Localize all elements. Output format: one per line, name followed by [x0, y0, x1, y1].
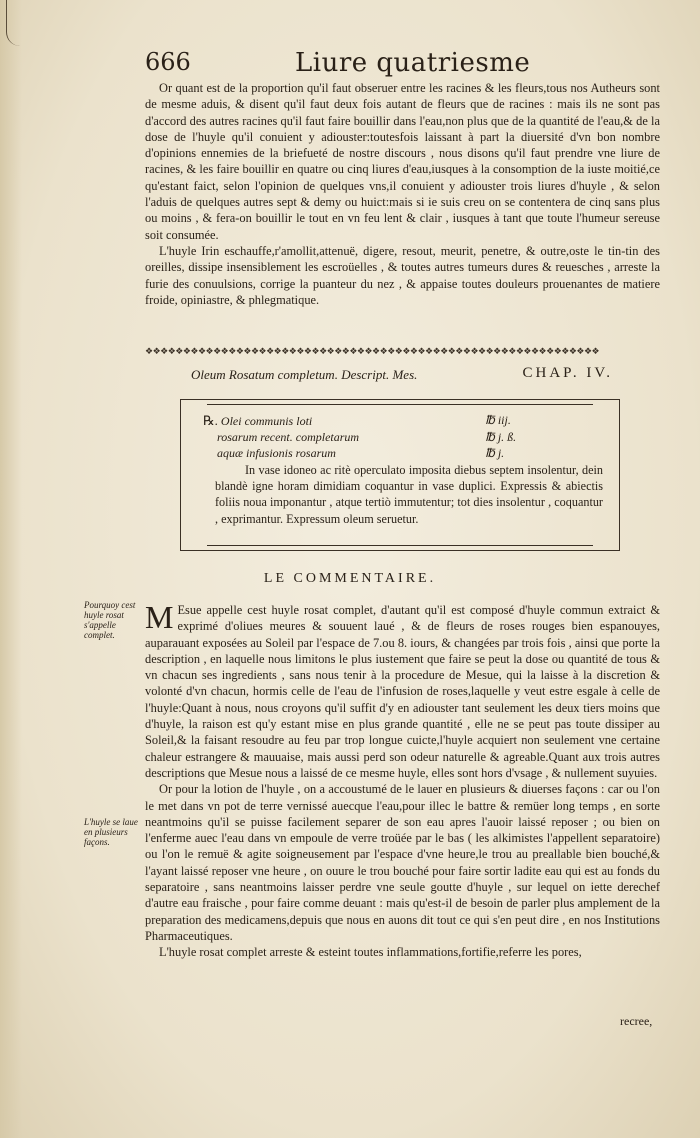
ingredient-line — [203, 413, 583, 429]
top-text-block — [145, 80, 660, 308]
page-edge-curl — [6, 0, 21, 46]
ingredient-line — [217, 430, 597, 446]
paragraph: Or quant est de la proportion qu'il faut obseruer entre les racines & les fleurs,tous nos Autheurs sont de mesme aduis, & disent qu'il faut deux fois autant de fleurs que de racines : mais ils ne sont pas d'accord des autres racines qu'il faut faire bouillir dans l'eau,non plus que de la quantité de l'eau,& de la dose de l'huyle qu'il conuient y adiouster:toutesfois laissant à part la diuersité d'vn bon nombre d'opinions ennemies de la briefueté de nostre discours , nous disons qu'il faut prendre vne liure de racines, & les faire bouillir en quatre ou cinq liures d'eau,iusques à la consomption de la iuste moitié,ce qu'estant faict, selon l'opinion de quelques vns,il conuient y adiouster trois liures d'huyle , & selon l'aduis de quelques autres sept & demy ou huict:mais si ie suis creu on se contentera de cinq sans plus ou moins , & fera-on bouillir le tout en vn feu lent & clair , iusques à tant que toute l'humeur sereuse soit consumée. — [145, 81, 660, 242]
paragraph — [145, 599, 660, 781]
ingredient-quantity: ℔ iij. — [485, 413, 511, 427]
ingredient-line — [217, 446, 597, 462]
margin-note: L'huyle se laue en plusieurs façons. — [84, 817, 138, 847]
ingredient-quantity: ℔ j. ß. — [485, 430, 517, 444]
ingredient-name: aquæ infusionis rosarum — [217, 446, 336, 460]
recipe-box — [180, 399, 620, 551]
recipe-symbol: ℞. — [203, 413, 218, 428]
paragraph: L'huyle Irin eschauffe,r'amollit,attenuë, digere, resout, meurit, penetre, & outre,oste le tin-tin des oreilles, dissipe insensiblement les escroüelles , & toutes autres tumeurs dures & reuesches , arreste la furie des conuulsions, corrige la puanteur du nez , & appaise toutes douleurs prouenantes de matiere froide, opiniastre, & phlegmatique. — [145, 243, 660, 307]
chapter-heading — [145, 364, 655, 386]
running-head — [145, 48, 665, 82]
ornamental-rule: ❖❖❖❖❖❖❖❖❖❖❖❖❖❖❖❖❖❖❖❖❖❖❖❖❖❖❖❖❖❖❖❖❖❖❖❖❖❖❖❖❖❖❖❖❖❖❖❖❖❖❖❖❖❖❖❖❖❖❖❖ — [145, 347, 600, 357]
drop-capital: M — [145, 599, 174, 635]
commentary-heading: LE COMMENTAIRE. — [263, 571, 437, 586]
catchword: recree, — [620, 1014, 653, 1028]
page-gutter — [0, 0, 22, 1138]
paragraph: In vase idoneo ac ritè operculato imposita diebus septem insolentur, dein blandè igne horam dimidiam coquantur in vase duplici. Expressis & abiectis foliis noua imponantur , atque tertiò immutentur; tot dies insolentur , coquantur , exprimantur. Expressum oleum seruetur. — [215, 463, 603, 526]
running-title: Liure quatriesme — [295, 48, 531, 78]
chapter-number: CHAP. IV. — [522, 365, 613, 381]
ingredient-name: Olei communis loti — [220, 414, 313, 428]
paragraph: L'huyle rosat complet arreste & esteint toutes inflammations,fortifie,referre les pores, — [159, 945, 582, 960]
chapter-title: Oleum Rosatum completum. Descript. Mes. — [191, 367, 418, 382]
paragraph: Or pour la lotion de l'huyle , on a accoustumé de le lauer en plusieurs & diuerses façons : car ou l'on le met dans vn pot de terre vernissé auecque l'eau,pour illec le battre & remüer long temps , en sorte neantmoins qu'il se puisse facilement separer de son eau apres l'auoir laissé reposer ; ou bien on l'enferme auec l'eau dans vn empoule de verre troüée par le bas ( les alkimistes l'appellent separatoire) ou l'on le remuë & agite soigneusement par l'espace d'vne heure,le trou au preallable bien bouché,& l'ayant laissé reposer vne heure , on ouure le trou bouché pour faire sortir ladite eau qui est au fonds du separatoire , sans neantmoins laisser perdre vne seule goutte d'huyle , sur lequel on iette derechef d'autre eau fraische , pour faire comme deuant : mais qu'est-il de besoin de parler plus amplement de la preparation des medicamens,depuis que nous en auons dit tout ce qui s'en peut dire , en nos Institutions Pharmaceutiques. — [145, 782, 660, 943]
ingredient-name: rosarum recent. completarum — [217, 430, 360, 444]
page-number: 666 — [145, 48, 191, 76]
commentary-text-block — [145, 599, 660, 961]
recipe-instructions — [215, 462, 603, 527]
ingredient-quantity: ℔ j. — [485, 446, 505, 460]
margin-note: Pourquoy cest huyle rosat s'appelle complet. — [84, 600, 136, 640]
paragraph-text: Esue appelle cest huyle rosat complet, d'autant qu'il est composé d'huyle commun extraict & exprimé d'oliues meures & souuent laué , & de fleurs de roses rouges bien espanouyes, auparauant exposées au Soleil par l'espace de 7.ou 8. iours, & changées par trois fois , ainsi que porte la description , en laquelle nous limitons le plus iustement que faire se peut la dose ou quantité de tous & vn chacun ses ingredients , sans nous tenir à la procedure de Mesue, qui la laisse à la discretion & volonté d'vn chacun, hormis celle de l'eau de l'infusion de roses,laquelle y veut estre esgale à celle de l'huyle:Quant à nous, nous croyons qu'il suffit d'y en adiouster tant seulement les deux tiers moins que d'huyle, la raison est qu'y estant mise en plus grande quantité , elle ne se peut pas toute dissiper au Soleil,& la faisant resoudre au feu par trop longue cuicte,l'huyle acquiert non seulement vne certaine chaleur estrangere & mauuaise, mais aussi perd son odeur naturelle & agreable.Quant aux trois autres descriptions que Mesue nous a laissé de ce mesme huyle, elles sont hors d'vsage , & nullement suyuies. — [145, 603, 660, 780]
